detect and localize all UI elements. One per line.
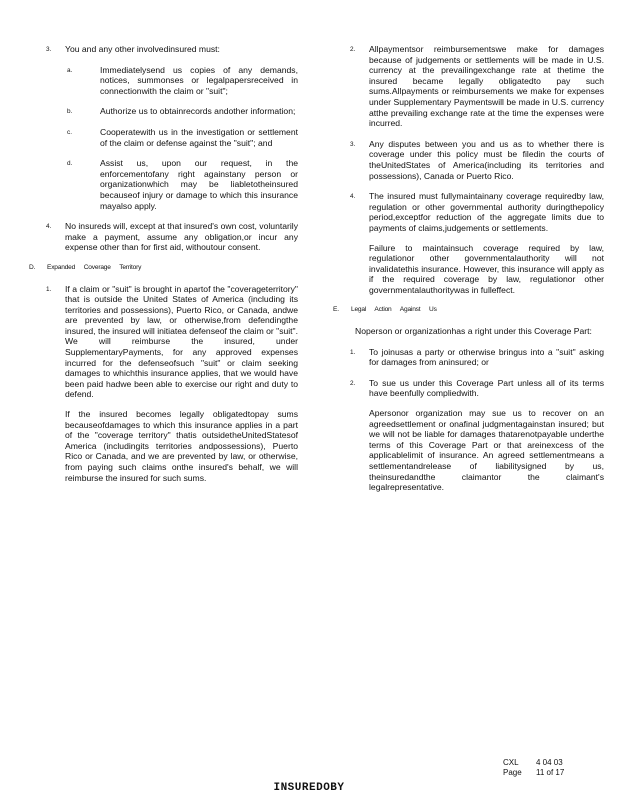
- subitem-letter: a.: [67, 66, 73, 74]
- item-text: Allpaymentsor reimbursementswe make for damages because of judgements or settlements will be made in U.S. currency at the prevailingexchange rate at thetime the insured became legally obligatedto pay such sums.Allpayments or reimbursements we make for expenses under Supplementary Paymentswill be made in U.S. currency atthe prevailing exchange rate at the time the expenses were incurred.: [369, 44, 604, 129]
- item-paragraph: The insured must fullymaintainany coverage requiredby law, regulation or other governmental authority duringthepolicy period,exceptfor reduction of the aggregate limits due to payments of claims,judgements or settlements.: [369, 191, 604, 233]
- page-label: Page: [503, 768, 522, 777]
- subitem-d: [65, 158, 298, 211]
- item-paragraph: Apersonor organization may sue us to recover on an agreedsettlement or onafinal judgmentagainstan insured; but we will not be liable for damages thatarenotpayable underthe terms of this Coverage Part or that areinexcess of the applicablelimit of insurance. An agreed settlementmeans a settlementandrelease of liabilitysigned by us, theinsuredandthe claimantor the claimant's legalrepresentative.: [369, 408, 604, 493]
- section-letter: E.: [333, 306, 339, 314]
- item-paragraph: Failure to maintainsuch coverage required by law, regulationor other governmentalauthority will not invalidatethis insurance. However, this insurance will apply as if the required coverage by law, regulationor other governmentalauthoritywas in fulleffect.: [369, 242, 604, 295]
- subitem-letter: d.: [67, 160, 73, 168]
- item-number: 3.: [46, 46, 52, 53]
- subitem-text: Immediatelysend us copies of any demands, notices, summonses or legalpapersreceived in connectionwith the claim or "suit";: [100, 64, 298, 96]
- form-number: 4 04 03: [536, 758, 563, 767]
- subitem-letter: c.: [67, 128, 72, 136]
- page-number: 11 of 17: [536, 768, 565, 777]
- condition-item-3: [30, 44, 298, 211]
- item-number: 4.: [350, 193, 356, 201]
- territory-item-4: [334, 191, 604, 295]
- item-number: 4.: [46, 223, 52, 231]
- subitem-a: [65, 65, 298, 97]
- item-number: 1.: [350, 348, 356, 356]
- item-paragraph: If the insured becomes legally obligatedtopay sums becauseofdamages to which this insurance applies in a part of the "coverage territory" thatis outsidetheUnitedStatesof America (includingits territories andpossessions), Puerto Rico or Canada, and we are prevented by law, or otherwise, from paying such claims onthe insured's behalf, we will reimburse the insured for such sums.: [65, 409, 298, 483]
- brand-watermark: INSUREDOBY: [273, 782, 345, 794]
- form-number-row: [503, 758, 564, 768]
- item-paragraph: If a claim or "suit" is brought in apartof the "coverageterritory" that is outside the United States of America (including its territories and possessions), Puerto Rico, or Canada, andwe are prevented by law, or otherwise,from defendingthe insured, the insured will initiatea defenseof the claim or "suit". We will reimburse the insured, under SupplementaryPayments, for any approved expenses incurred for the defenseofsuch "suit" or claim seeking damages to whichthis insurance applies, that we would have been paid hadwe been able to exercise our right and duty to defend.: [65, 283, 299, 400]
- section-heading-e: [334, 305, 604, 316]
- section-title: Legal Action Against Us: [351, 306, 437, 314]
- subitem-letter: b.: [67, 108, 73, 116]
- page-footer: [503, 758, 564, 778]
- territory-item-1: [30, 284, 298, 484]
- form-label: CXL: [503, 758, 519, 767]
- subitem-c: [65, 127, 298, 148]
- item-paragraph: To sue us under this Coverage Part unless all of its terms have beenfully compliedwith.: [369, 377, 604, 399]
- item-number: 2.: [350, 379, 356, 387]
- territory-item-3: [334, 139, 604, 181]
- subitem-text: Authorize us to obtainrecords andother information;: [100, 106, 296, 117]
- condition-item-4: [30, 221, 298, 253]
- item-text: No insureds will, except at that insured's own cost, voluntarily make a payment, assume any obligation,or incur any expense other than for first aid, withoutour consent.: [65, 221, 298, 253]
- section-heading-d: [30, 263, 298, 274]
- item-text: To joinusas a party or otherwise bringus into a "suit" asking for damages from aninsured; or: [369, 346, 604, 368]
- item-text: You and any other involvedinsured must:: [65, 44, 220, 54]
- territory-item-2: [334, 44, 604, 129]
- right-column: [334, 44, 604, 503]
- section-letter: D.: [29, 263, 36, 271]
- legal-action-item-2: [334, 378, 604, 493]
- section-title: Expanded Coverage Territory: [47, 263, 142, 271]
- left-column: [30, 44, 298, 493]
- subitem-b: [65, 106, 298, 117]
- item-number: 1.: [46, 285, 52, 293]
- subitem-text: Assist us, upon our request, in the enforcementofany right againstany person or organizationwhich may be liabletotheinsured becauseof injury or damage to which this insurance mayalso apply.: [100, 158, 298, 211]
- legal-action-item-1: [334, 347, 604, 368]
- item-text: Any disputes between you and us as to whether there is coverage under this policy must be filedin the courts of theUnitedStates of America(including its territories and possessions), Canada or Puerto Rico.: [369, 138, 604, 181]
- item-number: 2.: [350, 46, 356, 53]
- section-intro: Noperson or organizationhas a right under this Coverage Part:: [355, 326, 592, 337]
- page-number-row: [503, 768, 564, 778]
- subitem-text: Cooperatewith us in the investigation or settlement of the claim or defense against the "suit"; and: [100, 126, 298, 148]
- item-number: 3.: [350, 140, 356, 148]
